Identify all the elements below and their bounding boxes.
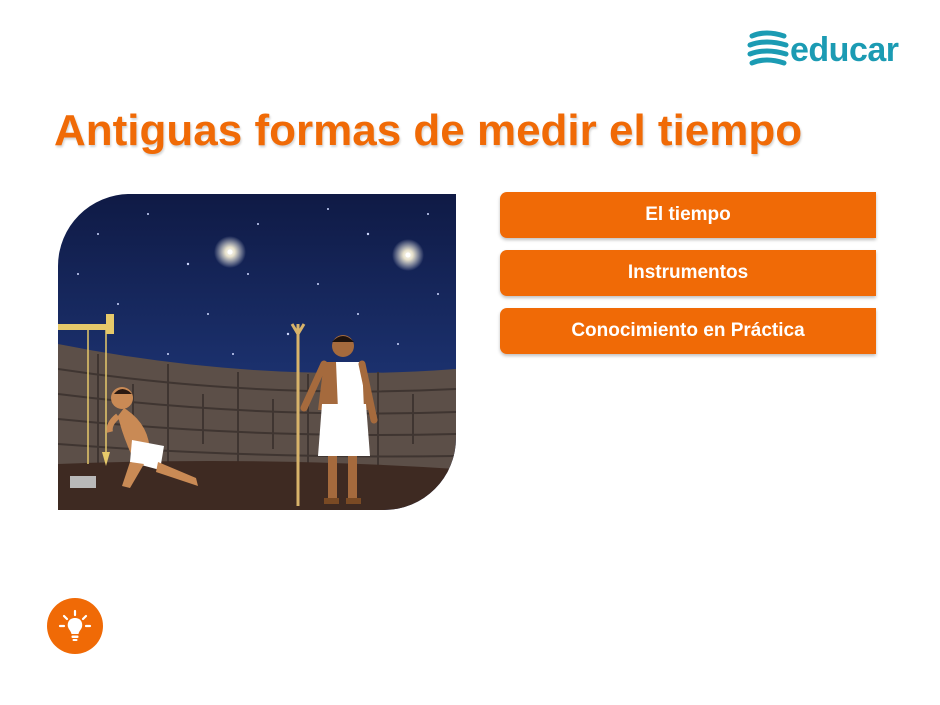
educar-logo-text: educar [790, 31, 899, 69]
menu-button-instrumentos[interactable]: Instrumentos [500, 250, 876, 296]
educar-logo [746, 28, 916, 72]
lightbulb-icon [58, 609, 92, 643]
page-title: Antiguas formas de medir el tiempo [54, 106, 803, 155]
menu-button-conocimiento-en-practica[interactable]: Conocimiento en Práctica [500, 308, 876, 354]
ancient-observers-illustration [58, 194, 456, 510]
menu-button-el-tiempo[interactable]: El tiempo [500, 192, 876, 238]
educar-logo-icon [746, 28, 790, 72]
tip-button[interactable] [47, 598, 103, 654]
section-menu [500, 192, 876, 354]
